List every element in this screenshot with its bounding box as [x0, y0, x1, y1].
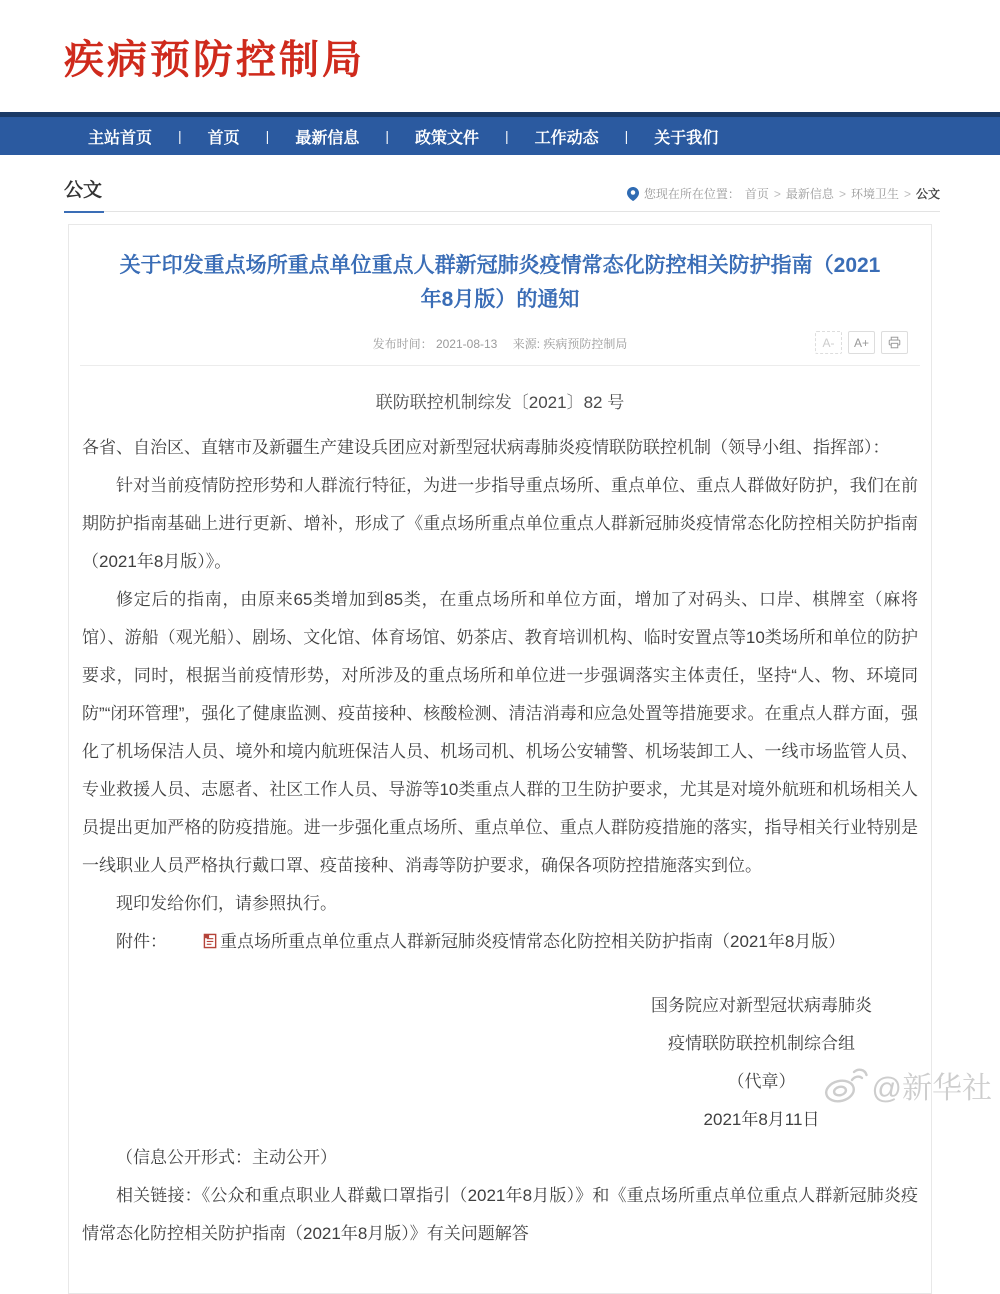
nav-separator: | [265, 128, 270, 144]
paragraph-addressees: 各省、自治区、直辖市及新疆生产建设兵团应对新型冠状病毒肺炎疫情联防联控机制（领导小组、指挥部）： [82, 438, 890, 457]
publish-date: 2021-08-13 [435, 337, 498, 351]
signature-seal-note: （代章） [727, 1072, 796, 1091]
location-pin-icon [627, 187, 639, 201]
section-row [64, 175, 940, 212]
signature-org-line2: 疫情联防联控机制综合组 [668, 1034, 855, 1053]
nav-separator: | [504, 128, 509, 144]
attachment-line [82, 923, 918, 963]
breadcrumb-prefix: 您现在所在位置： [643, 187, 740, 201]
nav-item-policy-documents[interactable]: 政策文件 [414, 129, 479, 147]
signature-block [82, 987, 918, 1139]
article-tools [815, 331, 908, 354]
nav-separator: | [385, 128, 389, 144]
breadcrumb-separator: > [903, 186, 911, 201]
nav-item-work-updates[interactable]: 工作动态 [534, 129, 599, 147]
breadcrumb-home[interactable]: 首页 [744, 187, 769, 201]
document-number: 联防联控机制综发〔2021〕82 号 [375, 393, 625, 412]
breadcrumb-latest-news[interactable]: 最新信息 [785, 187, 834, 201]
article-body [80, 429, 920, 1253]
article-title: 关于印发重点场所重点单位重点人群新冠肺炎疫情常态化防控相关防护指南（2021年8月版）的通知 [119, 254, 881, 311]
related-links-line: 相关链接：《公众和重点职业人群戴口罩指引（2021年8月版）》和《重点场所重点单位重点人群新冠肺炎疫情常态化防控相关防护指南（2021年8月版）》有关问题解答 [82, 1186, 918, 1243]
breadcrumb-separator: > [773, 186, 781, 201]
publish-time-label: 发布时间： [372, 337, 433, 351]
attachment-link[interactable]: 重点场所重点单位重点人群新冠肺炎疫情常态化防控相关防护指南（2021年8月版） [220, 932, 846, 951]
paragraph-instruction: 现印发给你们，请参照执行。 [116, 894, 337, 913]
nav-item-home[interactable]: 首页 [207, 129, 240, 147]
signature-date: 2021年8月11日 [703, 1110, 820, 1129]
attachment-doc-icon [169, 925, 218, 963]
source-value: 疾病预防控制局 [543, 337, 628, 351]
breadcrumb-current: 公文 [915, 187, 940, 201]
signature-org-line1: 国务院应对新型冠状病毒肺炎 [651, 996, 872, 1015]
nav-separator: | [178, 128, 182, 144]
font-decrease-button[interactable]: A- [815, 331, 842, 354]
watermark-handle: @新华社 [871, 1072, 992, 1105]
font-increase-button[interactable]: A+ [848, 331, 875, 354]
paragraph-revision-details: 修定后的指南，由原来65类增加到85类，在重点场所和单位方面，增加了对码头、口岸、棋牌室（麻将馆）、游船（观光船）、剧场、文化馆、体育场馆、奶茶店、教育培训机构、临时安置点等10类场所和单位的防护要求，同时，根据当前疫情形势，对所涉及的重点场所和单位进一步强调落实主体责任，坚持“人、物、环境同防”“闭环管理”，强化了健康监测、疫苗接种、核酸检测、清洁消毒和应急处置等措施要求。在重点人群方面，强化了机场保洁人员、境外和境内航班保洁人员、机场司机、机场公安辅警、机场装卸工人、一线市场监管人员、专业救援人员、志愿者、社区工作人员、导游等10类重点人群的卫生防护要求，尤其是对境外航班和机场相关人员提出更加严格的防疫措施。进一步强化重点场所、重点单位、重点人群防疫措施的落实，指导相关行业特别是一线职业人员严格执行戴口罩、疫苗接种、消毒等防护要求，确保各项防控措施落实到位。 [82, 590, 918, 875]
nav-separator: | [624, 128, 629, 144]
article-container [68, 224, 932, 1294]
article-meta [80, 331, 920, 357]
meta-divider [80, 365, 920, 366]
breadcrumb-environment-health[interactable]: 环境卫生 [850, 187, 899, 201]
nav-item-latest-news[interactable]: 最新信息 [295, 129, 360, 147]
page-title: 公文 [64, 175, 102, 202]
breadcrumb-separator: > [838, 186, 846, 201]
main-nav [0, 112, 1000, 155]
breadcrumb [627, 185, 940, 202]
site-header [0, 0, 1000, 112]
paragraph-background: 针对当前疫情防控形势和人群流行特征，为进一步指导重点场所、重点单位、重点人群做好防护，我们在前期防护指南基础上进行更新、增补，形成了《重点场所重点单位重点人群新冠肺炎疫情常态化防控相关防护指南（2021年8月版）》。 [82, 476, 918, 571]
nav-item-about-us[interactable]: 关于我们 [654, 129, 719, 147]
printer-icon [888, 336, 901, 349]
site-logo[interactable]: 疾病预防控制局 [64, 37, 365, 82]
source-label: 来源: [512, 337, 541, 351]
disclosure-line: （信息公开形式：主动公开） [116, 1148, 337, 1167]
nav-item-main-home[interactable]: 主站首页 [88, 129, 153, 147]
print-button[interactable] [881, 331, 908, 354]
attachment-label: 附件： [116, 932, 167, 951]
